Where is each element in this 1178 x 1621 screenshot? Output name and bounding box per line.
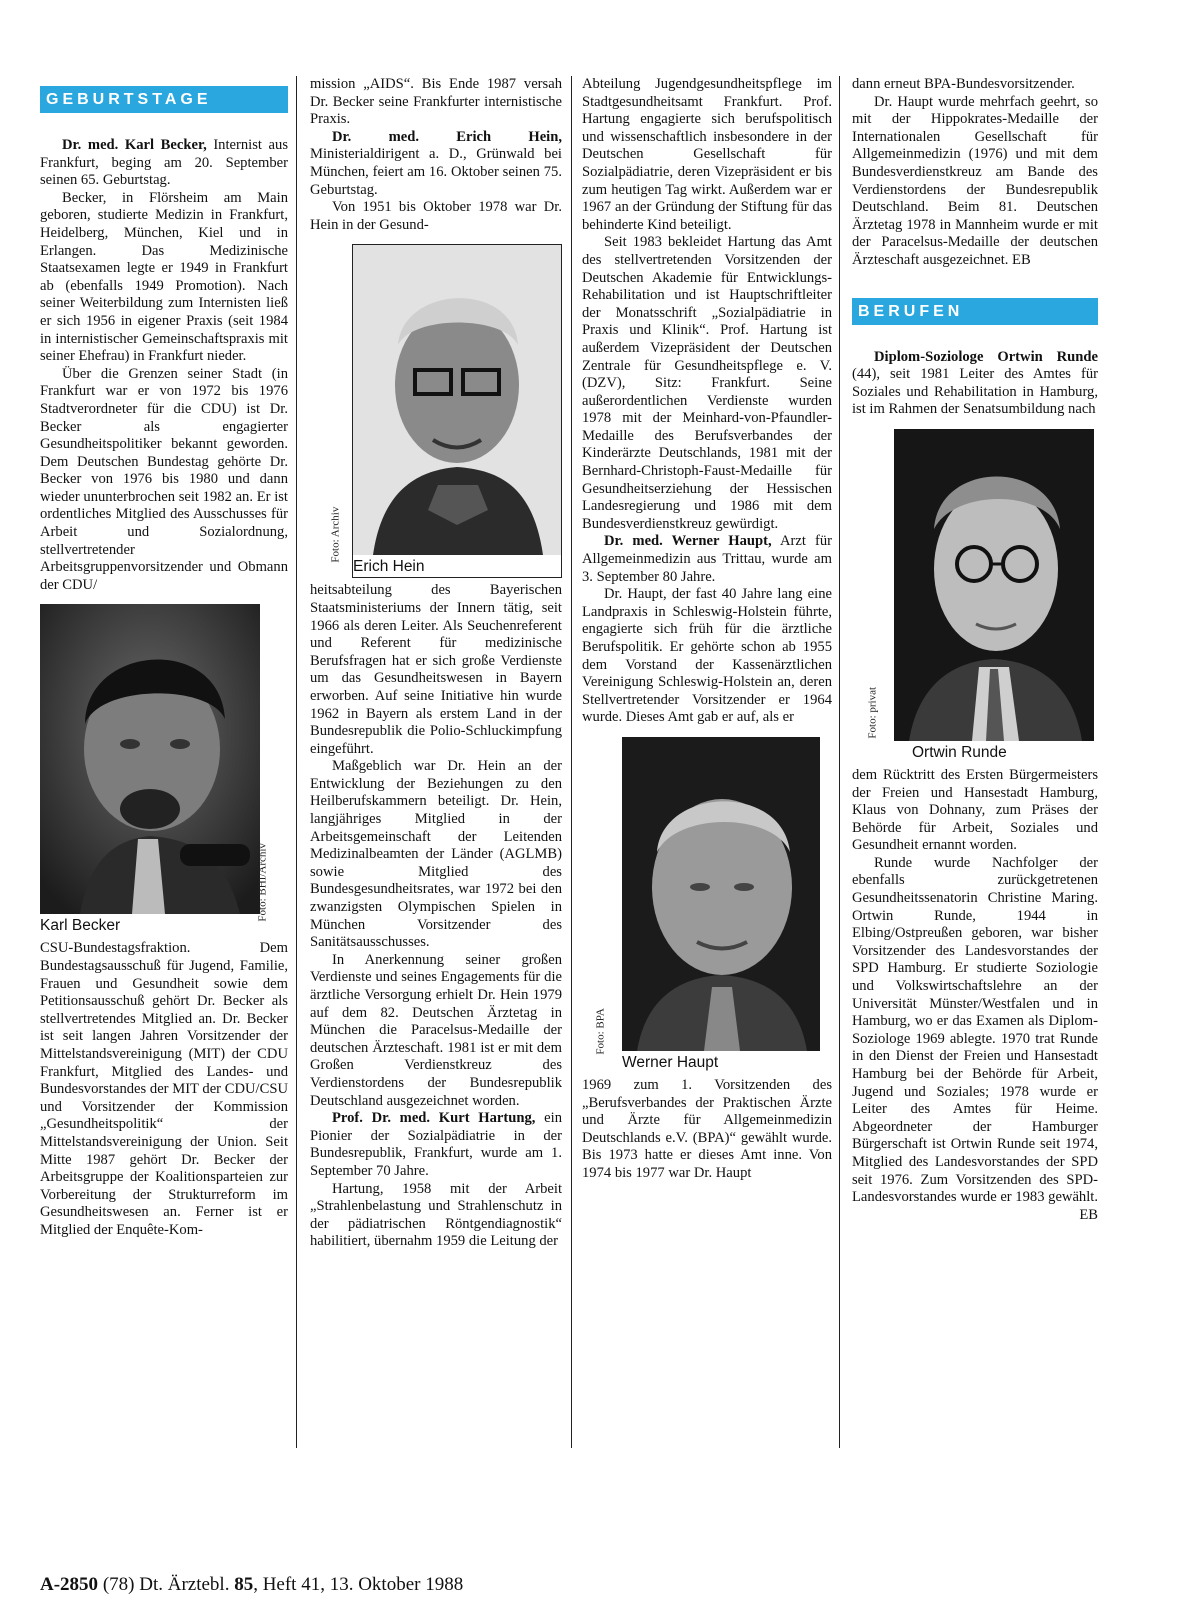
person-name: Dr. med. Werner Haupt, — [604, 533, 772, 550]
photo-caption: Ortwin Runde — [912, 743, 1007, 761]
paragraph: Seit 1983 bekleidet Hartung das Amt des stellvertretenden Vorsitzenden der Deutschen Akademie für Entwicklungs-Rehabilitation und ist Hauptschriftleiter der Monatsschrift „Sozialpädiatrie in Praxis und Klinik“. Prof. Hartung ist außerdem Vizepräsident der Deutschen Zentrale für Gesundheitspflege e. V. (DZV), Sitz: Frankfurt. Seine außerordentlichen Verdienste wurden 1978 mit der Meinhard-von-Pfaundler-Medaille des Berufsverbandes der Kinderärzte Deutschlands, 1981 mit der Bernhard-Christoph-Faust-Medaille für Gesundheitserziehung der Hessischen Landesregierung und 1986 mit dem Bundesverdienstkreuz gewürdigt. — [582, 234, 832, 532]
photo-caption: Erich Hein — [353, 558, 425, 576]
person-name: Dr. med. Karl Becker, — [62, 137, 207, 153]
footer-journal: (78) Dt. Ärztebl. — [98, 1574, 235, 1595]
paragraph: Dr. Haupt, der fast 40 Jahre lang eine Landpraxis in Schleswig-Holstein führte, engagierte sich früh für die ärztliche Berufspolitik. Er gehörte schon ab 1955 dem Vorstand der Kassenärztlichen Vereinigung Schleswig-Holstein an, deren Stellvertretender Vorsitzender er 1964 wurde. Dieses Amt gab er auf, als er — [582, 586, 832, 726]
paragraph — [852, 349, 1098, 419]
paragraph: Von 1951 bis Oktober 1978 war Dr. Hein in der Gesund- — [310, 199, 562, 233]
person-name: Diplom-Soziologe Ortwin Runde — [874, 348, 1098, 365]
paragraph-text: Ministerialdirigent a. D., Grünwald bei München, feiert am 16. Oktober seinen 75. Geburtstag. — [310, 146, 562, 198]
paragraph — [852, 854, 1098, 1223]
paragraph-text: Arzt für Allgemeinmedizin aus Trittau, wurde am 3. September 80 Jahre. — [582, 533, 832, 585]
paragraph: Dr. Haupt wurde mehrfach geehrt, so mit der Hippokrates-Medaille der Internationalen Gesellschaft für Allgemeinmedizin (1976) und mit dem Bundesverdienstkreuz am Bande des Verdienstordens der Bundesrepublik Deutschland. Beim 81. Deutschen Ärztetag 1978 in Mannheim wurde er mit der Paracelsus-Medaille der deutschen Ärzteschaft ausgezeichnet. EB — [852, 93, 1098, 268]
section-banner-berufen: BERUFEN — [852, 298, 1098, 325]
paragraph: dem Rücktritt des Ersten Bürgermeisters der Freien und Hansestadt Hamburg, Klaus von Dohnany, zum Präses der Behörde für Arbeit, Soziales und Gesundheit ernannt worden. — [852, 766, 1098, 854]
paragraph — [582, 533, 832, 586]
photo-credit: Foto: BHI/Archiv — [256, 843, 269, 923]
paragraph: 1969 zum 1. Vorsitzenden des „Berufsverbandes der Praktischen Ärzte und Ärzte für Allgemeinmedizin Deutschlands e.V. (BPA)“ gewählt wurde. Bis 1973 hatte er dieses Amt inne. Von 1974 bis 1977 war Dr. Haupt — [582, 1076, 832, 1181]
photo-caption: Karl Becker — [40, 917, 121, 935]
paragraph — [310, 129, 562, 199]
column-4 — [852, 76, 1098, 1224]
paragraph: mission „AIDS“. Bis Ende 1987 versah Dr. Becker seine Frankfurter internistische Praxis. — [310, 76, 562, 128]
paragraph: Über die Grenzen seiner Stadt (in Frankfurt war er von 1972 bis 1976 Stadtverordneter für die CDU) ist Dr. Becker als engagierter Gesundheitspolitiker bekannt geworden. Dem Deutschen Bundestag gehörte Dr. Becker von 1976 bis 1980 und dann wieder ununterbrochen seit 1982 an. Er ist ordentliches Mitglied des Ausschusses für Arbeit und Sozialordnung, stellvertretender Arbeitsgruppenvorsitzender und Obmann der CDU/ — [40, 365, 288, 593]
footer-issue: , Heft 41, 13. Oktober 1988 — [253, 1574, 464, 1595]
paragraph: heitsabteilung des Bayerischen Staatsministeriums der Innern tätig, seit 1966 als deren Leiter. Als Seuchenreferent und Referent für medizinische Berufsfragen hat er sich große Verdienste um das Gesundheitswesen in Bayern erworben. Auf seine Initiative hin wurde 1962 in Bayern als erstem Land in der Bundesrepublik die Polio-Schluckimpfung eingeführt. — [310, 582, 562, 757]
photo-ortwin-runde — [866, 429, 1098, 763]
photo-werner-haupt — [594, 737, 832, 1073]
paragraph-text: ein Pionier der Sozialpädiatrie in der Bundesrepublik, Frankfurt, wurde am 1. September 70 Jahre. — [310, 1110, 562, 1179]
paragraph: Hartung, 1958 mit der Arbeit „Strahlenbelastung und Strahlenschutz in der pädiatrischen Röntgendiagnostik“ habilitiert, übernahm 1959 die Leitung der — [310, 1180, 562, 1250]
paragraph: Abteilung Jugendgesundheitspflege im Stadtgesundheitsamt Frankfurt. Prof. Hartung engagierte sich berufspolitisch und wissenschaftlich insbesondere in der Deutschen Gesellschaft für Sozialpädiatrie, deren Vizepräsident er bis zum heutigen Tag wirkt. Außerdem war er 1967 an der Gründung der Stiftung für das behinderte Kind beteiligt. — [582, 76, 832, 233]
column-1 — [40, 76, 288, 1240]
column-rule — [296, 76, 297, 1448]
section-banner-geburtstage: GEBURTSTAGE — [40, 86, 288, 113]
paragraph — [40, 137, 288, 190]
photo-caption: Werner Haupt — [622, 1053, 719, 1071]
paragraph — [310, 1110, 562, 1180]
author-sign: EB — [1079, 1206, 1098, 1223]
portrait-image — [40, 604, 260, 914]
paragraph-text: Runde wurde Nachfolger der ebenfalls zurückgetretenen Gesundheitssenatorin Christine Maring. Ortwin Runde, 1944 in Elbing/Ostpreußen geboren, war bisher Vorsitzender des Landesvorstandes der SPD Hamburg. Er studierte Soziologie und Volkswirtschaftslehre an der Universität Münster/Westfalen und in Hamburg, wo er das Examen als Diplom-Soziologe 1969 ablegte. 1970 trat Runde in den Dienst der Freien und Hansestadt Hamburg bei der Behörde für Arbeit, Jugend und Soziales; 1978 wurde er Leiter des Amtes für Heime. Abgeordneter der Hamburger Bürgerschaft ist Ortwin Runde seit 1974, Mitglied des Landesvorstandes der SPD seit 1976. Zum Vorsitzenden des SPD-Landesvorstandes wurde er 1983 gewählt. — [852, 854, 1098, 1206]
portrait-image — [353, 245, 561, 555]
column-3 — [582, 76, 832, 1183]
paragraph-text: (44), seit 1981 Leiter des Amtes für Soziales und Rehabilitation in Hamburg, ist im Rahmen der Senatsumbildung nach — [852, 366, 1098, 418]
column-2 — [310, 76, 562, 1251]
photo-erich-hein — [329, 244, 562, 578]
portrait-image — [622, 737, 820, 1051]
photo-credit: Foto: Archiv — [329, 507, 342, 563]
person-name: Prof. Dr. med. Kurt Hartung, — [332, 1110, 536, 1127]
paragraph: CSU-Bundestagsfraktion. Dem Bundestagsausschuß für Jugend, Familie, Frauen und Gesundheit sowie dem Petitionsausschuß gehört Dr. Becker als stellvertretendes Mitglied an. Dr. Becker ist seit langen Jahren Vorsitzender der Mittelstandsvereinigung (MIT) der CDU Frankfurt, Mitglied des Landes- und Bundesvorstandes der MIT der CDU/CSU und Vorsitzender der Kommission „Gesundheitspolitik“ der Mittelstandsvereinigung der Union. Seit Mitte 1987 gehört Dr. Becker der Arbeitsgruppe der Koalitionsparteien zur Vorbereitung der Strukturreform im Gesundheitswesen an. Ferner ist er Mitglied der Enquête-Kom- — [40, 940, 288, 1238]
paragraph: Becker, in Flörsheim am Main geboren, studierte Medizin in Frankfurt, Heidelberg, München, Kiel und in Erlangen. Das Medizinische Staatsexamen legte er 1949 in Frankfurt ab (ebenfalls 1949 Promotion). Nach seiner Weiterbildung zum Internisten ließ er sich 1956 in eigener Praxis (seit 1984 in internistischer Gemeinschaftspraxis mit seiner Ehefrau) in Frankfurt nieder. — [40, 189, 288, 365]
column-rule — [839, 76, 840, 1448]
paragraph-text: Internist aus Frankfurt, beging am 20. September seinen 65. Geburtstag. — [40, 137, 288, 189]
footer-volume: 85 — [234, 1574, 254, 1595]
column-rule — [571, 76, 572, 1448]
paragraph: In Anerkennung seiner großen Verdienste und seines Engagements für die ärztliche Versorgung erhielt Dr. Hein 1979 auf dem 82. Deutschen Ärztetag in München die Paracelsus-Medaille der deutschen Ärzteschaft. 1981 ist er mit dem Großen Verdienstkreuz des Verdienstordens der Bundesrepublik Deutschland ausgezeichnet worden. — [310, 951, 562, 1109]
page-footer — [40, 1574, 463, 1596]
portrait-image — [894, 429, 1094, 741]
paragraph: dann erneut BPA-Bundesvorsitzender. — [852, 76, 1075, 92]
person-name: Dr. med. Erich Hein, — [332, 128, 562, 145]
photo-credit: Foto: privat — [866, 686, 879, 739]
photo-karl-becker — [40, 604, 288, 936]
paragraph: Maßgeblich war Dr. Hein an der Entwicklung der Beziehungen zu den Heilberufskammern beteiligt. Dr. Hein, langjähriges Mitglied in der Arbeitsgemeinschaft der Leitenden Medizinalbeamten der Länder (AGLMB) sowie Mitglied des Bundesgesundheitsrates, war 1972 bei den zwanzigsten Olympischen Spielen in München Vorsitzender des Sanitätsausschusses. — [310, 758, 562, 951]
page-number: A-2850 — [40, 1574, 99, 1595]
photo-credit: Foto: BPA — [594, 1008, 607, 1055]
